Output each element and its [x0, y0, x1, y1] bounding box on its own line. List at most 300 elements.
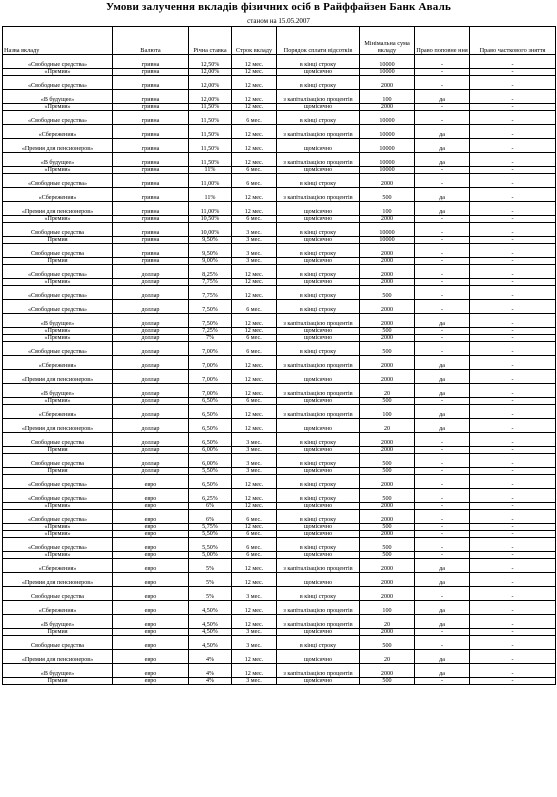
cell-payment: щомісячно	[277, 69, 360, 76]
header-topup: Право поповне ння	[415, 27, 470, 55]
cell-term: 12 мес.	[232, 475, 277, 489]
cell-term: 12 мес.	[232, 664, 277, 678]
cell-topup: да	[415, 601, 470, 615]
cell-payment: в кінці строку	[277, 223, 360, 237]
cell-payment: в кінці строку	[277, 244, 360, 258]
table-row	[3, 678, 556, 685]
cell-term: 12 мес.	[232, 286, 277, 300]
table-row	[3, 405, 556, 419]
cell-currency: доллар	[113, 454, 189, 468]
table-row	[3, 433, 556, 447]
cell-topup: -	[415, 678, 470, 685]
cell-min-sum: 100	[360, 90, 415, 104]
cell-min-sum: 10000	[360, 237, 415, 244]
cell-payment: з капіталізацією процентів	[277, 356, 360, 370]
cell-withdrawal: -	[470, 531, 556, 538]
cell-withdrawal: -	[470, 265, 556, 279]
cell-term: 3 мес.	[232, 237, 277, 244]
cell-currency: гривна	[113, 111, 189, 125]
cell-payment: в кінці строку	[277, 174, 360, 188]
table-row	[3, 237, 556, 244]
cell-min-sum: 500	[360, 328, 415, 335]
table-row	[3, 90, 556, 104]
cell-withdrawal: -	[470, 503, 556, 510]
cell-currency: доллар	[113, 314, 189, 328]
cell-withdrawal: -	[470, 475, 556, 489]
cell-min-sum: 100	[360, 202, 415, 216]
cell-payment: в кінці строку	[277, 300, 360, 314]
cell-topup: -	[415, 335, 470, 342]
cell-name: «Свободные средства»	[3, 111, 113, 125]
header-term: Строк вкладу	[232, 27, 277, 55]
cell-min-sum: 10000	[360, 55, 415, 69]
cell-currency: гривна	[113, 216, 189, 223]
cell-min-sum: 20	[360, 419, 415, 433]
cell-payment: з капіталізацією процентів	[277, 188, 360, 202]
cell-min-sum: 2000	[360, 279, 415, 286]
cell-name: «В будущее»	[3, 314, 113, 328]
cell-min-sum: 500	[360, 188, 415, 202]
cell-term: 12 мес.	[232, 125, 277, 139]
cell-rate: 10,50%	[189, 216, 232, 223]
table-row	[3, 370, 556, 384]
table-row	[3, 188, 556, 202]
cell-min-sum: 500	[360, 398, 415, 405]
header-withdrawal: Право часткового зняття	[470, 27, 556, 55]
cell-min-sum: 2000	[360, 265, 415, 279]
cell-name: «Свободные средства»	[3, 510, 113, 524]
cell-withdrawal: -	[470, 454, 556, 468]
cell-min-sum: 10000	[360, 167, 415, 174]
cell-name: «Премия»	[3, 69, 113, 76]
cell-term: 12 мес.	[232, 188, 277, 202]
cell-rate: 4,50%	[189, 629, 232, 636]
cell-topup: да	[415, 356, 470, 370]
cell-currency: гривна	[113, 104, 189, 111]
cell-term: 12 мес.	[232, 503, 277, 510]
cell-payment: з капіталізацією процентів	[277, 153, 360, 167]
table-row	[3, 55, 556, 69]
cell-name: «Премия для пенсионеров»	[3, 419, 113, 433]
table-row	[3, 629, 556, 636]
cell-currency: евро	[113, 524, 189, 531]
cell-min-sum: 2000	[360, 216, 415, 223]
cell-term: 12 мес.	[232, 573, 277, 587]
table-row	[3, 538, 556, 552]
cell-topup: -	[415, 237, 470, 244]
cell-rate: 11%	[189, 167, 232, 174]
cell-payment: щомісячно	[277, 258, 360, 265]
cell-topup: -	[415, 629, 470, 636]
table-row	[3, 559, 556, 573]
cell-name: «Свободные средства»	[3, 538, 113, 552]
cell-min-sum: 500	[360, 538, 415, 552]
cell-currency: гривна	[113, 69, 189, 76]
cell-name: «Премия»	[3, 552, 113, 559]
cell-term: 12 мес.	[232, 356, 277, 370]
cell-currency: евро	[113, 678, 189, 685]
cell-payment: щомісячно	[277, 419, 360, 433]
table-row	[3, 489, 556, 503]
cell-rate: 11,50%	[189, 139, 232, 153]
cell-topup: да	[415, 573, 470, 587]
cell-rate: 5%	[189, 573, 232, 587]
cell-rate: 5,00%	[189, 552, 232, 559]
cell-rate: 11,50%	[189, 125, 232, 139]
cell-term: 3 мес.	[232, 587, 277, 601]
cell-currency: гривна	[113, 174, 189, 188]
cell-rate: 5,50%	[189, 468, 232, 475]
cell-topup: -	[415, 76, 470, 90]
cell-name: Премия	[3, 629, 113, 636]
cell-payment: щомісячно	[277, 202, 360, 216]
cell-min-sum: 20	[360, 650, 415, 664]
cell-min-sum: 10000	[360, 125, 415, 139]
cell-rate: 4%	[189, 678, 232, 685]
document-title: Умови залучення вкладів фізичних осіб в Райффайзен Банк Аваль	[106, 1, 451, 13]
cell-currency: евро	[113, 636, 189, 650]
cell-name: Свободные средства	[3, 223, 113, 237]
cell-name: «В будущее»	[3, 384, 113, 398]
cell-rate: 11,00%	[189, 202, 232, 216]
cell-topup: -	[415, 454, 470, 468]
cell-rate: 11,50%	[189, 153, 232, 167]
cell-currency: доллар	[113, 405, 189, 419]
cell-topup: да	[415, 202, 470, 216]
cell-rate: 7,75%	[189, 286, 232, 300]
cell-withdrawal: -	[470, 678, 556, 685]
cell-currency: доллар	[113, 370, 189, 384]
header-currency: Валюта	[113, 27, 189, 55]
cell-payment: щомісячно	[277, 398, 360, 405]
cell-currency: доллар	[113, 265, 189, 279]
cell-withdrawal: -	[470, 202, 556, 216]
cell-topup: -	[415, 258, 470, 265]
cell-rate: 4%	[189, 650, 232, 664]
table-row	[3, 328, 556, 335]
cell-topup: -	[415, 503, 470, 510]
cell-min-sum: 500	[360, 678, 415, 685]
cell-payment: в кінці строку	[277, 489, 360, 503]
cell-payment: щомісячно	[277, 104, 360, 111]
cell-name: Премия	[3, 468, 113, 475]
cell-payment: щомісячно	[277, 678, 360, 685]
cell-min-sum: 2000	[360, 300, 415, 314]
cell-withdrawal: -	[470, 405, 556, 419]
cell-term: 3 мес.	[232, 454, 277, 468]
cell-min-sum: 10000	[360, 153, 415, 167]
cell-term: 12 мес.	[232, 384, 277, 398]
cell-withdrawal: -	[470, 258, 556, 265]
cell-withdrawal: -	[470, 468, 556, 475]
cell-min-sum: 2000	[360, 356, 415, 370]
cell-name: «Премия»	[3, 279, 113, 286]
cell-payment: в кінці строку	[277, 510, 360, 524]
table-row	[3, 153, 556, 167]
cell-withdrawal: -	[470, 398, 556, 405]
cell-payment: щомісячно	[277, 328, 360, 335]
cell-min-sum: 2000	[360, 335, 415, 342]
cell-rate: 4,50%	[189, 615, 232, 629]
cell-withdrawal: -	[470, 601, 556, 615]
cell-min-sum: 2000	[360, 258, 415, 265]
cell-payment: щомісячно	[277, 167, 360, 174]
cell-name: «Сбережения»	[3, 125, 113, 139]
cell-term: 3 мес.	[232, 636, 277, 650]
table-row	[3, 419, 556, 433]
cell-payment: з капіталізацією процентів	[277, 314, 360, 328]
cell-topup: -	[415, 55, 470, 69]
cell-topup: -	[415, 475, 470, 489]
cell-withdrawal: -	[470, 342, 556, 356]
cell-withdrawal: -	[470, 664, 556, 678]
cell-min-sum: 500	[360, 524, 415, 531]
cell-rate: 8,25%	[189, 265, 232, 279]
cell-term: 12 мес.	[232, 419, 277, 433]
cell-rate: 5,50%	[189, 531, 232, 538]
cell-currency: доллар	[113, 328, 189, 335]
cell-currency: гривна	[113, 202, 189, 216]
cell-currency: евро	[113, 552, 189, 559]
cell-name: «Свободные средства»	[3, 265, 113, 279]
cell-currency: гривна	[113, 223, 189, 237]
cell-topup: -	[415, 531, 470, 538]
cell-topup: -	[415, 223, 470, 237]
table-row	[3, 69, 556, 76]
cell-min-sum: 2000	[360, 559, 415, 573]
table-row	[3, 468, 556, 475]
cell-name: «Свободные средства»	[3, 489, 113, 503]
cell-rate: 6,50%	[189, 419, 232, 433]
cell-currency: гривна	[113, 153, 189, 167]
cell-withdrawal: -	[470, 237, 556, 244]
cell-withdrawal: -	[470, 510, 556, 524]
cell-name: «Свободные средства»	[3, 342, 113, 356]
cell-topup: да	[415, 188, 470, 202]
cell-topup: да	[415, 314, 470, 328]
cell-currency: гривна	[113, 258, 189, 265]
cell-term: 12 мес.	[232, 202, 277, 216]
cell-rate: 11,00%	[189, 174, 232, 188]
table-row	[3, 356, 556, 370]
cell-topup: -	[415, 328, 470, 335]
cell-withdrawal: -	[470, 615, 556, 629]
cell-name: Свободные средства	[3, 244, 113, 258]
cell-rate: 6,00%	[189, 447, 232, 454]
cell-currency: гривна	[113, 55, 189, 69]
cell-currency: гривна	[113, 76, 189, 90]
cell-min-sum: 2000	[360, 664, 415, 678]
table-row	[3, 573, 556, 587]
cell-topup: да	[415, 370, 470, 384]
cell-payment: щомісячно	[277, 531, 360, 538]
cell-name: «Свободные средства»	[3, 174, 113, 188]
cell-withdrawal: -	[470, 636, 556, 650]
cell-min-sum: 2000	[360, 76, 415, 90]
cell-min-sum: 2000	[360, 447, 415, 454]
cell-currency: доллар	[113, 419, 189, 433]
cell-term: 12 мес.	[232, 559, 277, 573]
cell-rate: 11%	[189, 188, 232, 202]
table-row	[3, 510, 556, 524]
cell-topup: -	[415, 69, 470, 76]
cell-currency: доллар	[113, 335, 189, 342]
cell-topup: -	[415, 216, 470, 223]
table-row	[3, 104, 556, 111]
table-row	[3, 384, 556, 398]
cell-currency: гривна	[113, 139, 189, 153]
cell-topup: да	[415, 405, 470, 419]
cell-topup: -	[415, 174, 470, 188]
cell-currency: евро	[113, 573, 189, 587]
cell-name: «Свободные средства»	[3, 475, 113, 489]
cell-min-sum: 2000	[360, 244, 415, 258]
table-row	[3, 125, 556, 139]
cell-rate: 9,50%	[189, 244, 232, 258]
cell-topup: -	[415, 279, 470, 286]
cell-name: «Премия для пенсионеров»	[3, 573, 113, 587]
cell-name: Премия	[3, 447, 113, 454]
table-row	[3, 286, 556, 300]
cell-currency: доллар	[113, 384, 189, 398]
cell-payment: в кінці строку	[277, 454, 360, 468]
cell-topup: -	[415, 447, 470, 454]
cell-term: 12 мес.	[232, 55, 277, 69]
cell-rate: 11,50%	[189, 104, 232, 111]
cell-payment: в кінці строку	[277, 111, 360, 125]
cell-currency: евро	[113, 510, 189, 524]
cell-withdrawal: -	[470, 139, 556, 153]
cell-currency: евро	[113, 587, 189, 601]
cell-currency: доллар	[113, 447, 189, 454]
table-row	[3, 531, 556, 538]
cell-rate: 7,00%	[189, 356, 232, 370]
cell-term: 6 мес.	[232, 300, 277, 314]
cell-rate: 9,00%	[189, 258, 232, 265]
table-row	[3, 111, 556, 125]
header-name: Назва вкладу	[3, 27, 113, 55]
cell-min-sum: 500	[360, 489, 415, 503]
cell-term: 3 мес.	[232, 447, 277, 454]
cell-topup: -	[415, 552, 470, 559]
table-row	[3, 615, 556, 629]
cell-topup: -	[415, 286, 470, 300]
header-rate: Річна ставка	[189, 27, 232, 55]
cell-term: 12 мес.	[232, 650, 277, 664]
cell-name: Свободные средства	[3, 433, 113, 447]
cell-min-sum: 2000	[360, 573, 415, 587]
cell-withdrawal: -	[470, 244, 556, 258]
cell-term: 3 мес.	[232, 468, 277, 475]
cell-payment: щомісячно	[277, 139, 360, 153]
cell-min-sum: 10000	[360, 69, 415, 76]
cell-withdrawal: -	[470, 356, 556, 370]
cell-currency: евро	[113, 629, 189, 636]
cell-term: 6 мес.	[232, 335, 277, 342]
table-header	[3, 27, 556, 55]
cell-payment: в кінці строку	[277, 475, 360, 489]
cell-currency: доллар	[113, 286, 189, 300]
cell-term: 12 мес.	[232, 153, 277, 167]
cell-term: 6 мес.	[232, 111, 277, 125]
cell-currency: евро	[113, 664, 189, 678]
cell-payment: щомісячно	[277, 335, 360, 342]
cell-min-sum: 500	[360, 552, 415, 559]
cell-min-sum: 500	[360, 342, 415, 356]
cell-currency: евро	[113, 489, 189, 503]
cell-rate: 12,00%	[189, 90, 232, 104]
cell-min-sum: 100	[360, 405, 415, 419]
table-row	[3, 398, 556, 405]
cell-currency: доллар	[113, 342, 189, 356]
cell-term: 12 мес.	[232, 265, 277, 279]
cell-topup: -	[415, 398, 470, 405]
table-row	[3, 335, 556, 342]
cell-topup: да	[415, 153, 470, 167]
cell-min-sum: 10000	[360, 223, 415, 237]
table-row	[3, 636, 556, 650]
date-line: станом на 15.05.2007	[247, 17, 310, 25]
cell-term: 3 мес.	[232, 629, 277, 636]
cell-rate: 10,00%	[189, 223, 232, 237]
cell-term: 12 мес.	[232, 489, 277, 503]
table-row	[3, 664, 556, 678]
table-row	[3, 342, 556, 356]
cell-withdrawal: -	[470, 384, 556, 398]
cell-rate: 7,75%	[189, 279, 232, 286]
cell-rate: 7,25%	[189, 328, 232, 335]
cell-withdrawal: -	[470, 524, 556, 531]
cell-rate: 12,00%	[189, 76, 232, 90]
cell-payment: щомісячно	[277, 279, 360, 286]
cell-rate: 5,50%	[189, 538, 232, 552]
cell-term: 12 мес.	[232, 615, 277, 629]
header-min-sum: Мінімальна сума вкладу	[360, 27, 415, 55]
cell-withdrawal: -	[470, 223, 556, 237]
cell-withdrawal: -	[470, 216, 556, 223]
cell-name: «Свободные средства»	[3, 286, 113, 300]
cell-currency: евро	[113, 615, 189, 629]
cell-name: «Сбережения»	[3, 405, 113, 419]
cell-payment: в кінці строку	[277, 286, 360, 300]
cell-topup: -	[415, 636, 470, 650]
cell-min-sum: 2000	[360, 370, 415, 384]
cell-term: 6 мес.	[232, 167, 277, 174]
cell-term: 12 мес.	[232, 370, 277, 384]
cell-rate: 6,50%	[189, 398, 232, 405]
cell-name: «Премия»	[3, 335, 113, 342]
cell-rate: 7,00%	[189, 384, 232, 398]
cell-currency: гривна	[113, 167, 189, 174]
cell-term: 12 мес.	[232, 139, 277, 153]
cell-rate: 12,00%	[189, 69, 232, 76]
cell-name: «Сбережения»	[3, 601, 113, 615]
cell-min-sum: 100	[360, 601, 415, 615]
cell-term: 12 мес.	[232, 524, 277, 531]
cell-min-sum: 500	[360, 636, 415, 650]
cell-withdrawal: -	[470, 104, 556, 111]
table-row	[3, 265, 556, 279]
cell-topup: -	[415, 111, 470, 125]
cell-min-sum: 500	[360, 454, 415, 468]
cell-term: 6 мес.	[232, 216, 277, 223]
cell-min-sum: 10000	[360, 139, 415, 153]
cell-name: «В будущее»	[3, 153, 113, 167]
table-row	[3, 76, 556, 90]
cell-payment: в кінці строку	[277, 636, 360, 650]
cell-term: 6 мес.	[232, 538, 277, 552]
cell-payment: з капіталізацією процентів	[277, 125, 360, 139]
